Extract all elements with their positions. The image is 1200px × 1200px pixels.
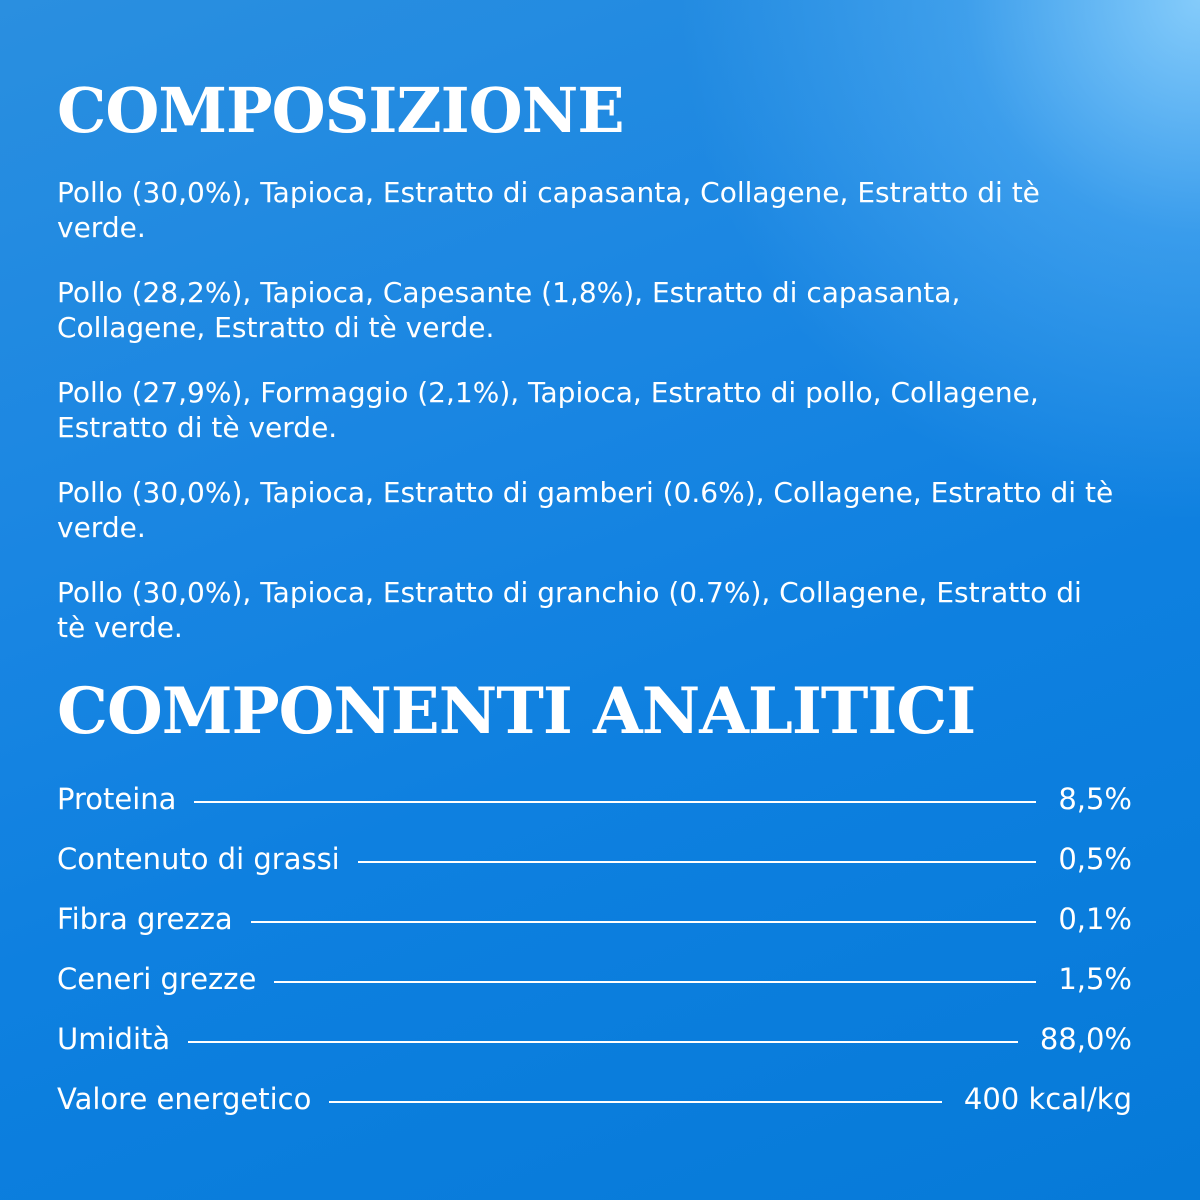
composition-item: Pollo (28,2%), Tapioca, Capesante (1,8%), Estratto di capasanta, Collagene, Estratto di tè verde. [57, 276, 961, 344]
analytics-row-energy [57, 1081, 1132, 1141]
analytics-heading: COMPONENTI ANALITICI [57, 674, 976, 749]
analytics-value: 0,1% [1058, 902, 1132, 936]
analytics-value: 400 kcal/kg [963, 1082, 1132, 1116]
leader-line [251, 921, 1037, 923]
analytics-label: Umidità [57, 1022, 171, 1056]
leader-line [194, 801, 1036, 803]
leader-line [358, 861, 1037, 863]
composition-heading: COMPOSIZIONE [57, 74, 624, 147]
analytics-value: 0,5% [1058, 842, 1132, 876]
analytics-label: Valore energetico [57, 1082, 312, 1116]
analytics-label: Proteina [57, 782, 177, 816]
analytics-label: Fibra grezza [57, 902, 233, 936]
analytics-table [57, 781, 1132, 1141]
analytics-value: 8,5% [1058, 782, 1132, 816]
analytics-row-moisture [57, 1021, 1132, 1081]
composition-item: Pollo (30,0%), Tapioca, Estratto di gamberi (0.6%), Collagene, Estratto di tè verde. [57, 476, 1114, 544]
analytics-row-fibre [57, 901, 1132, 961]
composition-item: Pollo (30,0%), Tapioca, Estratto di granchio (0.7%), Collagene, Estratto di tè verde. [57, 576, 1082, 644]
analytics-row-ash [57, 961, 1132, 1021]
leader-line [329, 1101, 942, 1103]
composition-item: Pollo (30,0%), Tapioca, Estratto di capasanta, Collagene, Estratto di tè verde. [57, 176, 1040, 244]
analytics-value: 88,0% [1039, 1022, 1132, 1056]
analytics-row-fat [57, 841, 1132, 901]
composition-item: Pollo (27,9%), Formaggio (2,1%), Tapioca, Estratto di pollo, Collagene, Estratto di tè verde. [57, 376, 1039, 444]
analytics-label: Ceneri grezze [57, 962, 257, 996]
analytics-value: 1,5% [1058, 962, 1132, 996]
analytics-label: Contenuto di grassi [57, 842, 340, 876]
leader-line [274, 981, 1036, 983]
product-info-card [57, 0, 1132, 1200]
leader-line [188, 1041, 1018, 1043]
composition-list [57, 175, 1117, 675]
analytics-row-protein [57, 781, 1132, 841]
